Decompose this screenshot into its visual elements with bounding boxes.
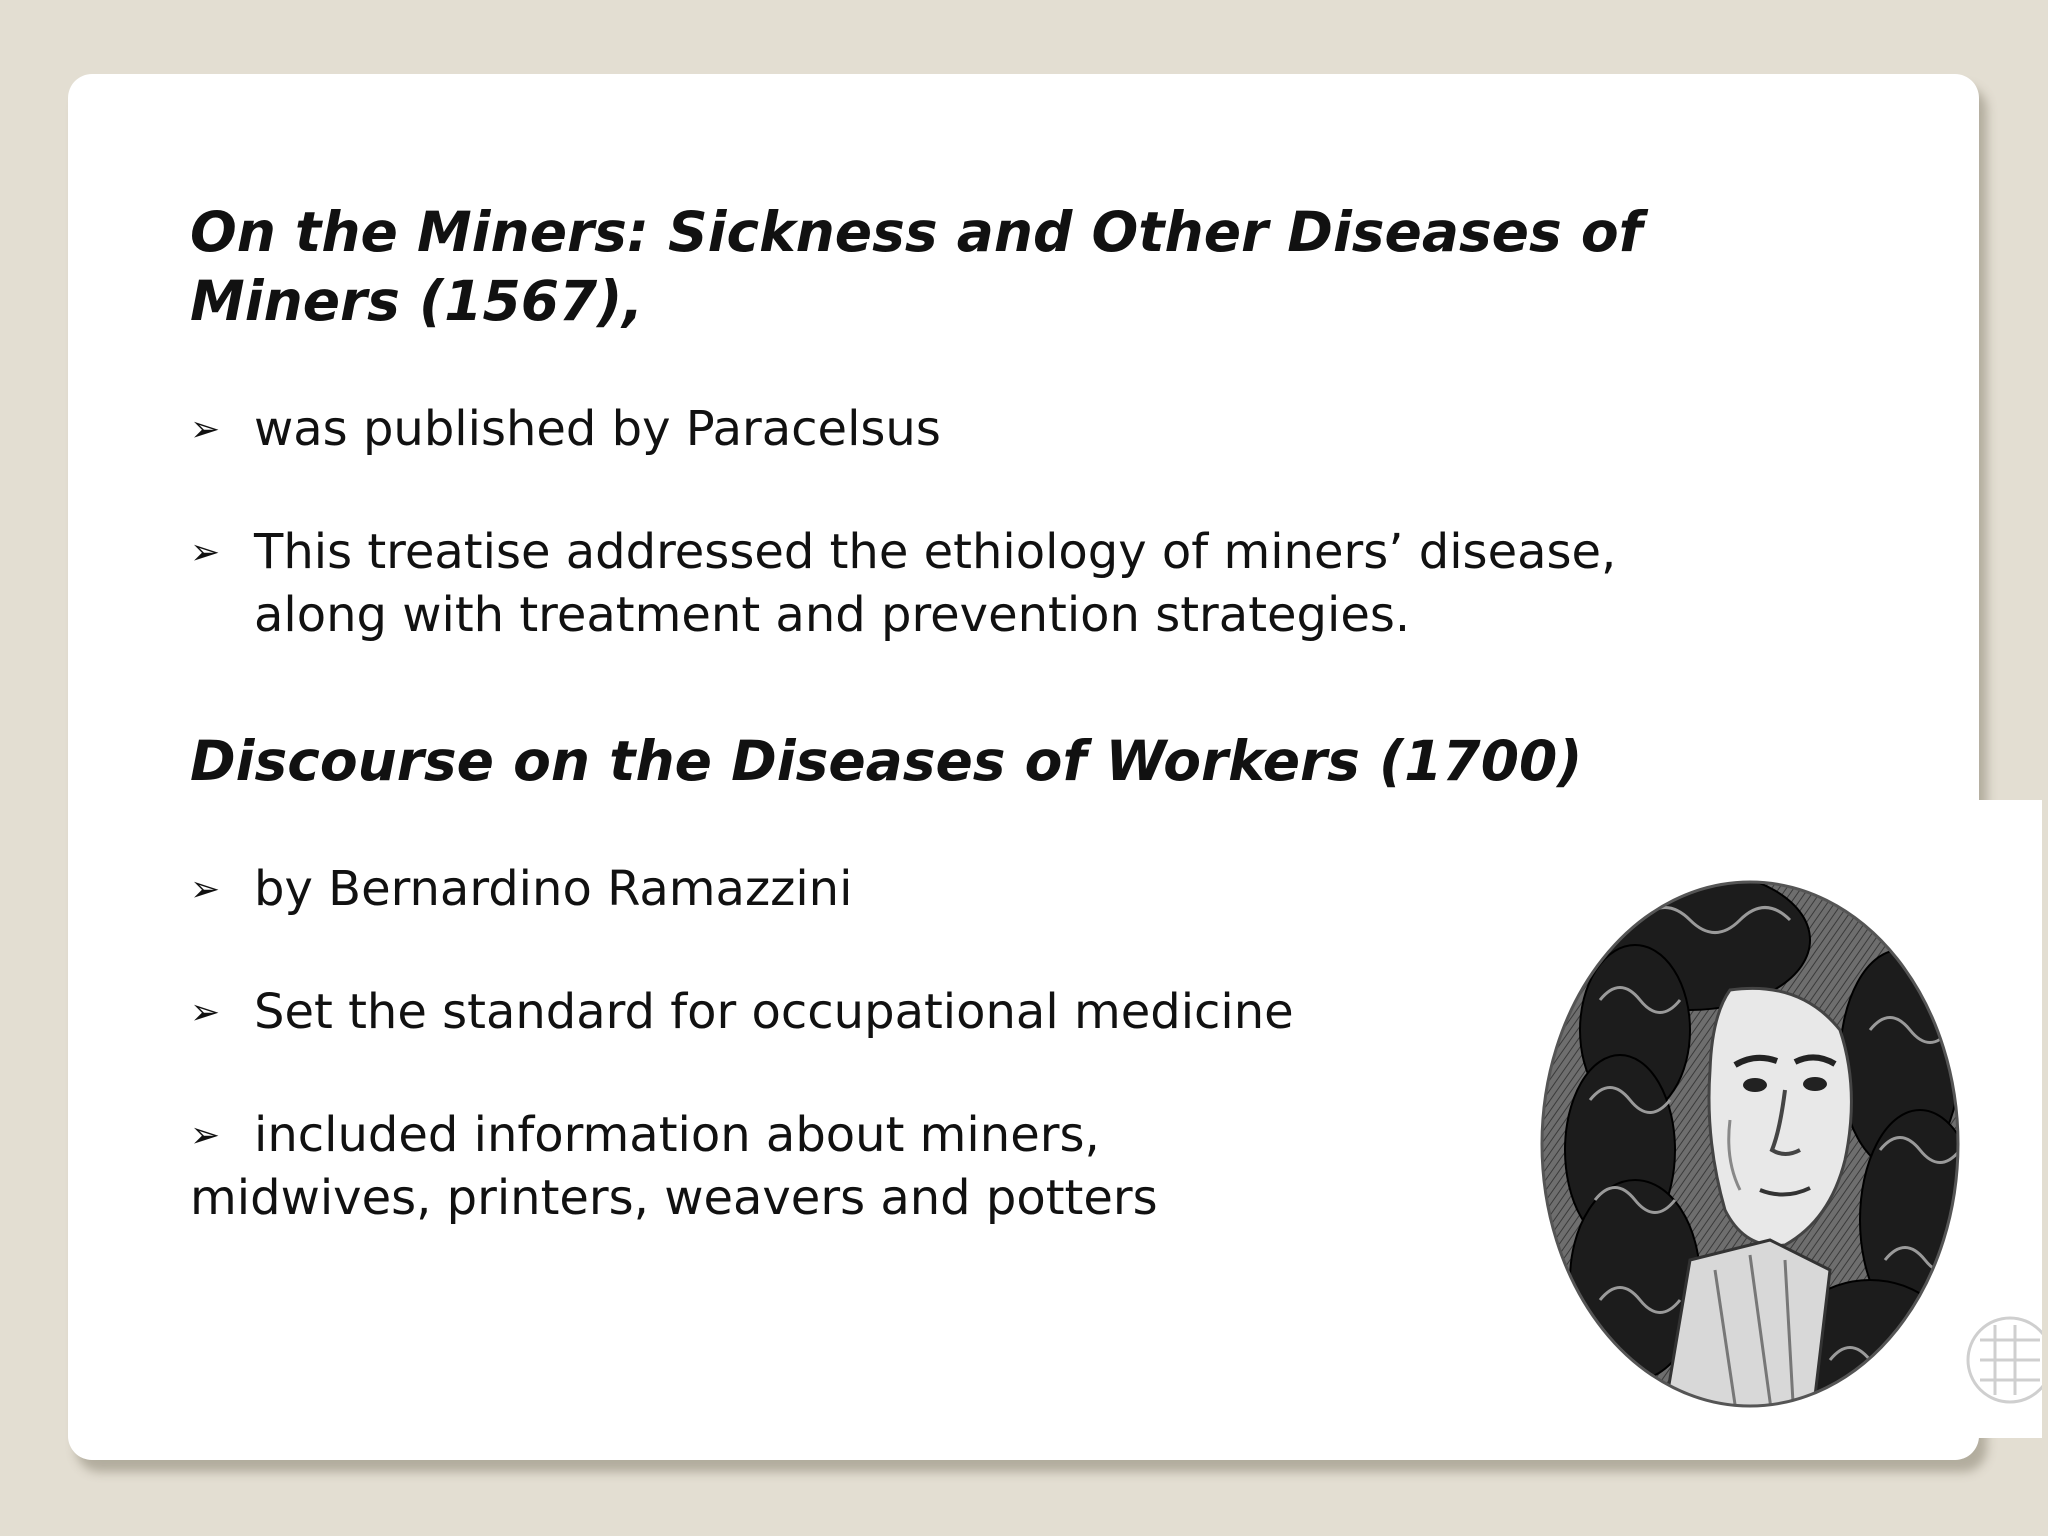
heading-miners-treatise [190, 198, 1643, 336]
bullet-text-line-2: midwives, printers, weavers and potters [190, 1170, 1158, 1226]
bullet-by-ramazzini [190, 858, 852, 921]
bullet-text-line-1: This treatise addressed the ethiology of miners’ disease, [254, 524, 1617, 580]
heading-line-1: On the Miners: Sickness and Other Diseases of [190, 200, 1643, 264]
heading-discourse: Discourse on the Diseases of Workers (1700) [190, 729, 1583, 793]
bullet-text-line-2: along with treatment and prevention strategies. [254, 587, 1411, 643]
bullet-included-information [190, 1104, 1158, 1229]
arrow-bullet-icon: ➢ [190, 992, 221, 1033]
portrait-image [1540, 800, 2042, 1438]
bullet-text: by Bernardino Ramazzini [254, 861, 853, 917]
bullet-published-by [190, 398, 941, 461]
bullet-text-line-1: included information about miners, [254, 1107, 1100, 1163]
heading-line-2: Miners (1567), [190, 269, 644, 333]
bullet-text: Set the standard for occupational medicine [254, 984, 1294, 1040]
arrow-bullet-icon: ➢ [190, 532, 221, 573]
engraved-portrait-icon [1540, 800, 2042, 1438]
arrow-bullet-icon: ➢ [190, 1115, 221, 1156]
arrow-bullet-icon: ➢ [190, 409, 221, 450]
arrow-bullet-icon: ➢ [190, 869, 221, 910]
bullet-treatise-addressed [190, 521, 1616, 646]
bullet-text: was published by Paracelsus [254, 401, 941, 457]
bullet-set-standard [190, 981, 1294, 1044]
